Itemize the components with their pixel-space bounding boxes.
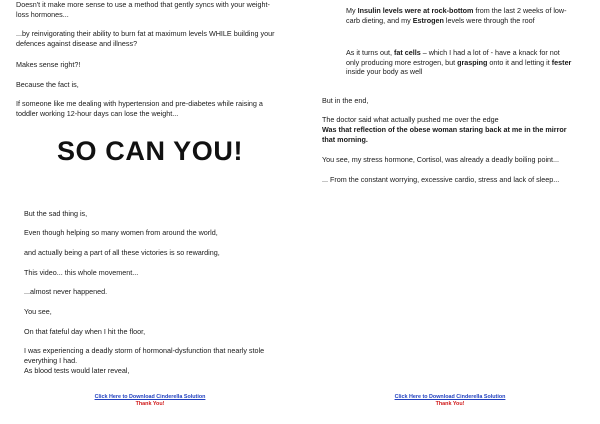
- quote-paragraph: [346, 6, 572, 25]
- body-paragraph: ...by reinvigorating their ability to burn fat at maximum levels WHILE building your defences against disease and illness?: [16, 29, 275, 48]
- bold-text: fester: [551, 57, 572, 67]
- body-paragraph: This video... this whole movement...: [24, 268, 139, 277]
- download-link[interactable]: Click Here to Download Cinderella Solution: [394, 394, 506, 400]
- thank-you-text: Thank You!: [135, 400, 165, 407]
- left-footer: [65, 394, 235, 407]
- body-paragraph: On that fateful day when I hit the floor,: [24, 327, 146, 336]
- bold-text: Insulin levels were at rock-bottom: [357, 6, 474, 15]
- bold-text: grasping: [457, 57, 488, 67]
- bold-text: fat cells: [393, 48, 421, 57]
- body-paragraph: and actually being a part of all these victories is so rewarding,: [24, 248, 220, 257]
- headline: SO CAN YOU!: [56, 136, 244, 166]
- body-paragraph: Makes sense right?!: [16, 60, 81, 69]
- body-paragraph: As blood tests would later reveal,: [24, 366, 130, 375]
- text-run: – which I had a lot of - have a knack for not only producing more estrogen, but: [346, 48, 560, 67]
- text-run: inside your body as well: [346, 67, 423, 77]
- body-paragraph: ... From the constant worrying, excessive cardio, stress and lack of sleep...: [322, 175, 560, 184]
- right-footer: [365, 394, 535, 407]
- text-run: onto it and letting it: [487, 57, 552, 67]
- thank-you-text: Thank You!: [435, 400, 465, 407]
- download-link[interactable]: Click Here to Download Cinderella Solution: [94, 394, 206, 400]
- text-run: My: [346, 6, 358, 15]
- text-run: levels were through the roof: [443, 15, 535, 25]
- body-paragraph: If someone like me dealing with hypertension and pre-diabetes while raising a toddler working 12-hour days can lose the weight...: [16, 99, 263, 118]
- body-paragraph: ...almost never happened.: [24, 287, 108, 296]
- body-paragraph: You see, my stress hormone, Cortisol, was already a deadly boiling point...: [322, 155, 560, 164]
- text-run: As it turns out,: [346, 48, 394, 57]
- body-paragraph: But the sad thing is,: [24, 209, 88, 218]
- body-paragraph: I was experiencing a deadly storm of hormonal-dysfunction that nearly stole everything I had.: [24, 346, 265, 365]
- body-paragraph: Even though helping so many women from around the world,: [24, 228, 218, 237]
- body-paragraph: But in the end,: [322, 96, 369, 105]
- bold-text: Estrogen: [412, 15, 444, 25]
- body-paragraph: The doctor said what actually pushed me over the edge: [322, 115, 499, 124]
- body-paragraph: Doesn't it make more sense to use a method that gently syncs with your weight-loss hormones...: [16, 0, 270, 19]
- body-paragraph: Because the fact is,: [16, 80, 79, 89]
- text-run: from the last 2 weeks of low-carb dieting, and my: [346, 6, 567, 25]
- quote-paragraph: [346, 48, 572, 77]
- body-paragraph: You see,: [24, 307, 52, 316]
- body-paragraph-bold: Was that reflection of the obese woman staring back at me in the mirror that morning.: [322, 125, 567, 144]
